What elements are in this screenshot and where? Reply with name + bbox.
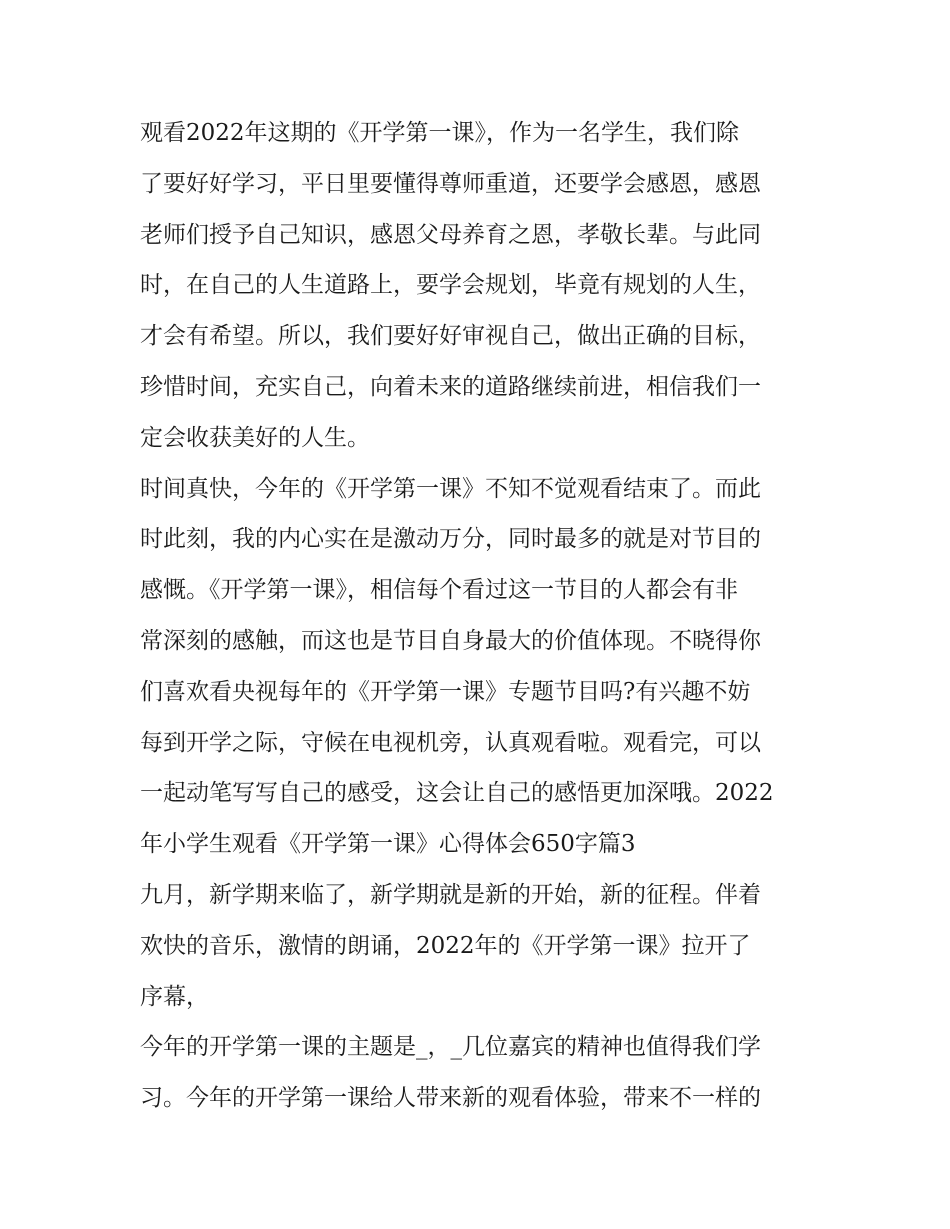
text-line: 感慨。《开学第一课》，相信每个看过这一节目的人都会有非: [140, 577, 738, 604]
text-line: 定会收获美好的人生。: [140, 424, 370, 451]
text-line: 观看2022年这期的《开学第一课》，作为一名学生，我们除: [140, 120, 740, 146]
text-line: 一起动笔写写自己的感受，这会让自己的感悟更加深哦。2022: [140, 780, 774, 807]
text-line: 们喜欢看央视每年的《开学第一课》专题节目吗?有兴趣不妨: [140, 678, 751, 705]
text-line: 珍惜时间，充实自己，向着未来的道路继续前进，相信我们一: [140, 373, 761, 400]
document-body: [140, 108, 820, 1124]
text-line: 年小学生观看《开学第一课》心得体会650字篇3: [140, 831, 636, 858]
text-line: 时此刻，我的内心实在是激动万分，同时最多的就是对节目的: [140, 526, 761, 553]
text-line: 常深刻的感触，而这也是节目自身最大的价值体现。不晓得你: [140, 627, 761, 654]
text-line: 了要好好学习，平日里要懂得尊师重道，还要学会感恩，感恩: [140, 170, 761, 197]
text-line: 习。今年的开学第一课给人带来新的观看体验，带来不一样的: [140, 1085, 761, 1112]
text-line: 每到开学之际，守候在电视机旁，认真观看啦。观看完，可以: [140, 729, 761, 756]
text-line: 九月，新学期来临了，新学期就是新的开始，新的征程。伴着: [140, 881, 761, 908]
text-line: 老师们授予自己知识，感恩父母养育之恩，孝敬长辈。与此同: [140, 221, 761, 248]
text-line: 今年的开学第一课的主题是_，_几位嘉宾的精神也值得我们学: [140, 1034, 761, 1061]
text-line: 时间真快，今年的《开学第一课》不知不觉观看结束了。而此: [140, 475, 761, 502]
text-line: 才会有希望。所以，我们要好好审视自己，做出正确的目标，: [140, 323, 761, 350]
text-line: 时，在自己的人生道路上，要学会规划，毕竟有规划的人生，: [140, 272, 761, 299]
text-line: 欢快的音乐，激情的朗诵，2022年的《开学第一课》拉开了: [140, 932, 751, 959]
text-line: 序幕，: [140, 983, 209, 1010]
